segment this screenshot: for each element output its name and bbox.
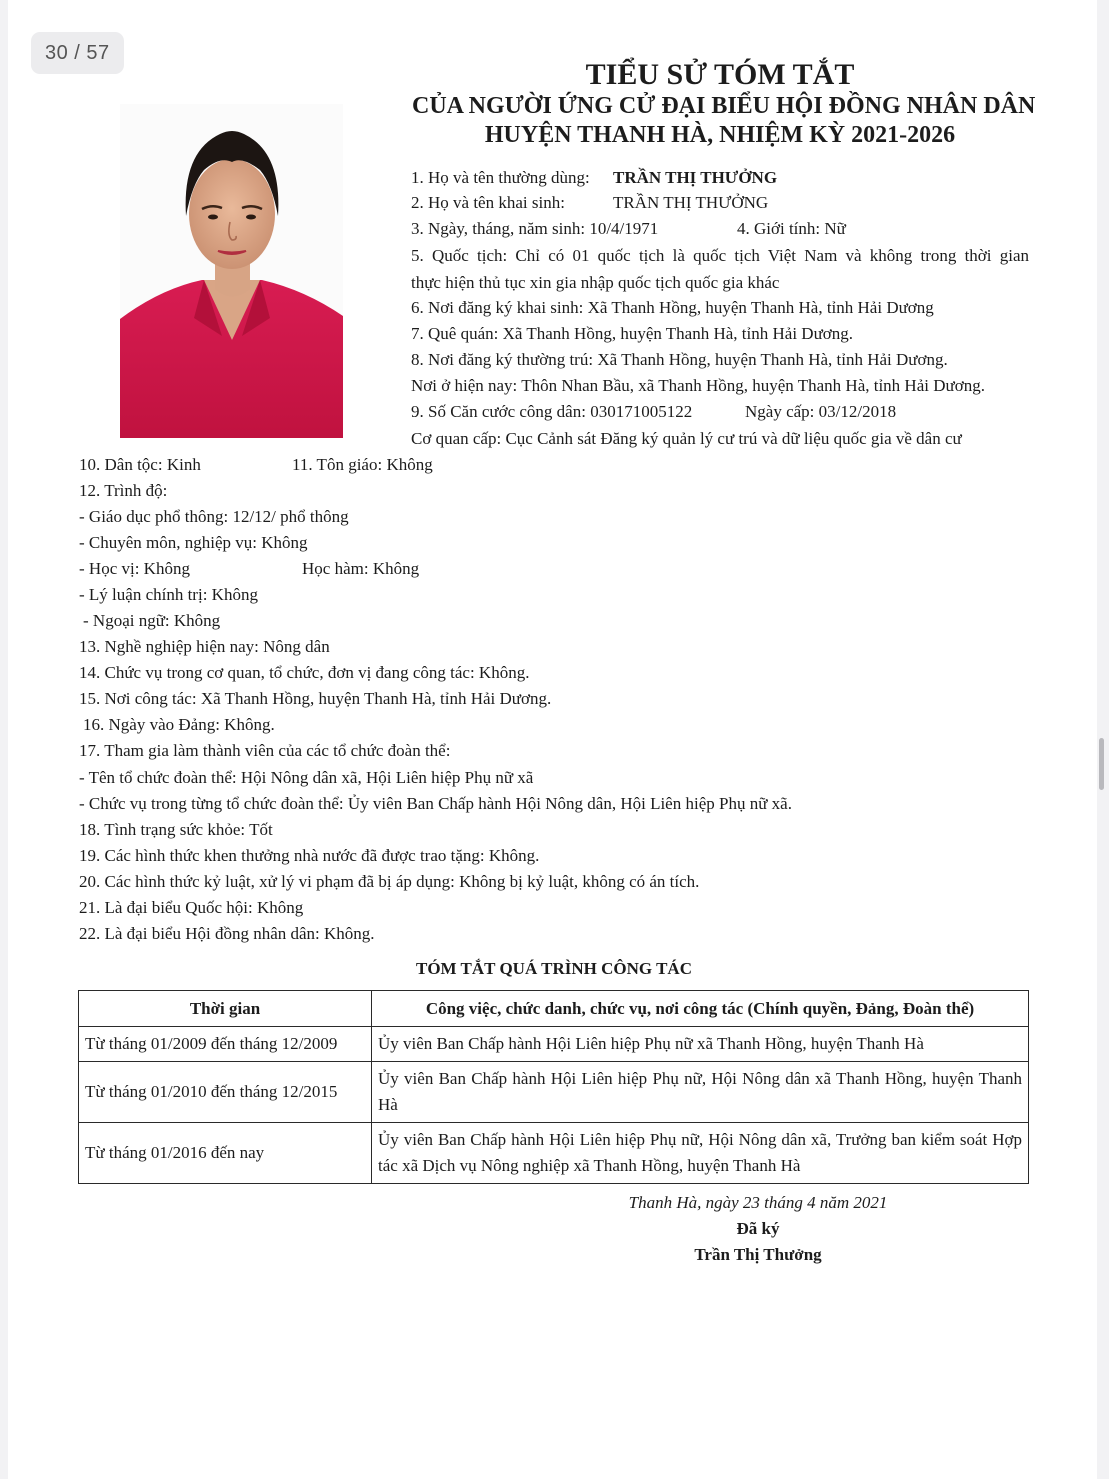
table-row — [79, 1123, 1029, 1184]
field-workplace: 15. Nơi công tác: Xã Thanh Hồng, huyện Thanh Hà, tỉnh Hải Dương. — [79, 689, 552, 708]
field-issuing-authority: Cơ quan cấp: Cục Cảnh sát Đăng ký quản lý cư trú và dữ liệu quốc gia về dân cư — [411, 429, 962, 448]
field-permanent-residence: 8. Nơi đăng ký thường trú: Xã Thanh Hồng, huyện Thanh Hà, tỉnh Hải Dương. — [411, 350, 948, 369]
field-discipline: 20. Các hình thức kỷ luật, xử lý vi phạm đã bị áp dụng: Không bị kỷ luật, không có án tích. — [79, 872, 700, 891]
field-foreign-language: - Ngoại ngữ: Không — [83, 611, 221, 630]
table-cell-time: Từ tháng 01/2010 đến tháng 12/2015 — [79, 1062, 372, 1123]
work-history-table — [78, 990, 1029, 1184]
field-birth-registration: 6. Nơi đăng ký khai sinh: Xã Thanh Hồng, huyện Thanh Hà, tỉnh Hải Dương — [411, 298, 934, 317]
signature-signed: Đã ký — [736, 1219, 780, 1238]
field-awards: 19. Các hình thức khen thưởng nhà nước đã được trao tặng: Không. — [79, 846, 540, 865]
table-cell-job: Ủy viên Ban Chấp hành Hội Liên hiệp Phụ nữ, Hội Nông dân xã, Trưởng ban kiểm soát Hợp tác xã Dịch vụ Nông nghiệp xã Thanh Hồng, huyện Thanh Hà — [372, 1123, 1029, 1184]
signature-name: Trần Thị Thưởng — [694, 1245, 822, 1264]
field-common-name-label: 1. Họ và tên thường dùng: — [411, 168, 590, 187]
field-academic-title: Học hàm: Không — [302, 559, 420, 578]
field-occupation: 13. Nghề nghiệp hiện nay: Nông dân — [79, 637, 330, 656]
field-general-education: - Giáo dục phổ thông: 12/12/ phổ thông — [79, 507, 349, 526]
field-nationality-line1: 5. Quốc tịch: Chỉ có 01 quốc tịch là quốc tịch Việt Nam và không trong thời gian — [411, 246, 1029, 265]
document-subtitle-1: CỦA NGƯỜI ỨNG CỬ ĐẠI BIỂU HỘI ĐỒNG NHÂN DÂN — [412, 93, 1036, 119]
field-specialization: - Chuyên môn, nghiệp vụ: Không — [79, 533, 308, 552]
field-nationality-line2: thực hiện thủ tục xin gia nhập quốc tịch quốc gia khác — [411, 273, 780, 292]
field-religion: 11. Tôn giáo: Không — [292, 455, 433, 474]
field-health: 18. Tình trạng sức khỏe: Tốt — [79, 820, 273, 839]
table-cell-time: Từ tháng 01/2016 đến nay — [79, 1123, 372, 1184]
column-header-time: Thời gian — [79, 991, 372, 1027]
field-hometown: 7. Quê quán: Xã Thanh Hồng, huyện Thanh Hà, tỉnh Hải Dương. — [411, 324, 854, 343]
field-degree: - Học vị: Không — [79, 559, 190, 578]
field-organization-roles: - Chức vụ trong từng tổ chức đoàn thể: Ủy viên Ban Chấp hành Hội Nông dân, Hội Liên hiệp Phụ nữ xã. — [79, 794, 792, 813]
field-birth-date: 3. Ngày, tháng, năm sinh: 10/4/1971 — [411, 219, 659, 238]
table-row — [79, 1027, 1029, 1062]
field-common-name-value: TRẦN THỊ THƯỞNG — [613, 168, 778, 187]
portrait-illustration — [120, 104, 343, 438]
table-row — [79, 1062, 1029, 1123]
signature-place-date: Thanh Hà, ngày 23 tháng 4 năm 2021 — [628, 1193, 888, 1212]
field-organization-names: - Tên tổ chức đoàn thể: Hội Nông dân xã, Hội Liên hiệp Phụ nữ xã — [79, 768, 534, 787]
table-header-row — [79, 991, 1029, 1027]
column-header-job: Công việc, chức danh, chức vụ, nơi công tác (Chính quyền, Đảng, Đoàn thể) — [372, 991, 1029, 1027]
field-gender: 4. Giới tính: Nữ — [737, 219, 846, 238]
work-history-title: TÓM TẮT QUÁ TRÌNH CÔNG TÁC — [416, 959, 692, 978]
field-birth-name-value: TRẦN THỊ THƯỞNG — [613, 193, 769, 212]
field-citizen-id: 9. Số Căn cước công dân: 030171005122 — [411, 402, 693, 421]
field-peoples-council: 22. Là đại biểu Hội đồng nhân dân: Không. — [79, 924, 375, 943]
table-cell-job: Ủy viên Ban Chấp hành Hội Liên hiệp Phụ nữ, Hội Nông dân xã Thanh Hồng, huyện Thanh Hà — [372, 1062, 1029, 1123]
field-organizations-heading: 17. Tham gia làm thành viên của các tổ chức đoàn thể: — [79, 741, 451, 760]
field-current-residence: Nơi ở hiện nay: Thôn Nhan Bầu, xã Thanh Hồng, huyện Thanh Hà, tỉnh Hải Dương. — [411, 376, 985, 395]
field-political-theory: - Lý luận chính trị: Không — [79, 585, 258, 604]
document-subtitle-2: HUYỆN THANH HÀ, NHIỆM KỲ 2021-2026 — [484, 122, 956, 148]
field-party-admission: 16. Ngày vào Đảng: Không. — [83, 715, 275, 734]
document-title: TIỂU SỬ TÓM TẮT — [585, 58, 855, 91]
field-id-issue-date: Ngày cấp: 03/12/2018 — [745, 402, 897, 421]
field-position: 14. Chức vụ trong cơ quan, tổ chức, đơn vị đang công tác: Không. — [79, 663, 530, 682]
page-counter: 30 / 57 — [31, 32, 124, 74]
table-cell-job: Ủy viên Ban Chấp hành Hội Liên hiệp Phụ nữ xã Thanh Hồng, huyện Thanh Hà — [372, 1027, 1029, 1062]
field-national-assembly: 21. Là đại biểu Quốc hội: Không — [79, 898, 304, 917]
portrait-photo — [120, 104, 343, 438]
field-education-heading: 12. Trình độ: — [79, 481, 168, 500]
field-ethnicity: 10. Dân tộc: Kinh — [79, 455, 201, 474]
scrollbar-thumb[interactable] — [1099, 738, 1104, 790]
table-cell-time: Từ tháng 01/2009 đến tháng 12/2009 — [79, 1027, 372, 1062]
field-birth-name-label: 2. Họ và tên khai sinh: — [411, 193, 565, 212]
